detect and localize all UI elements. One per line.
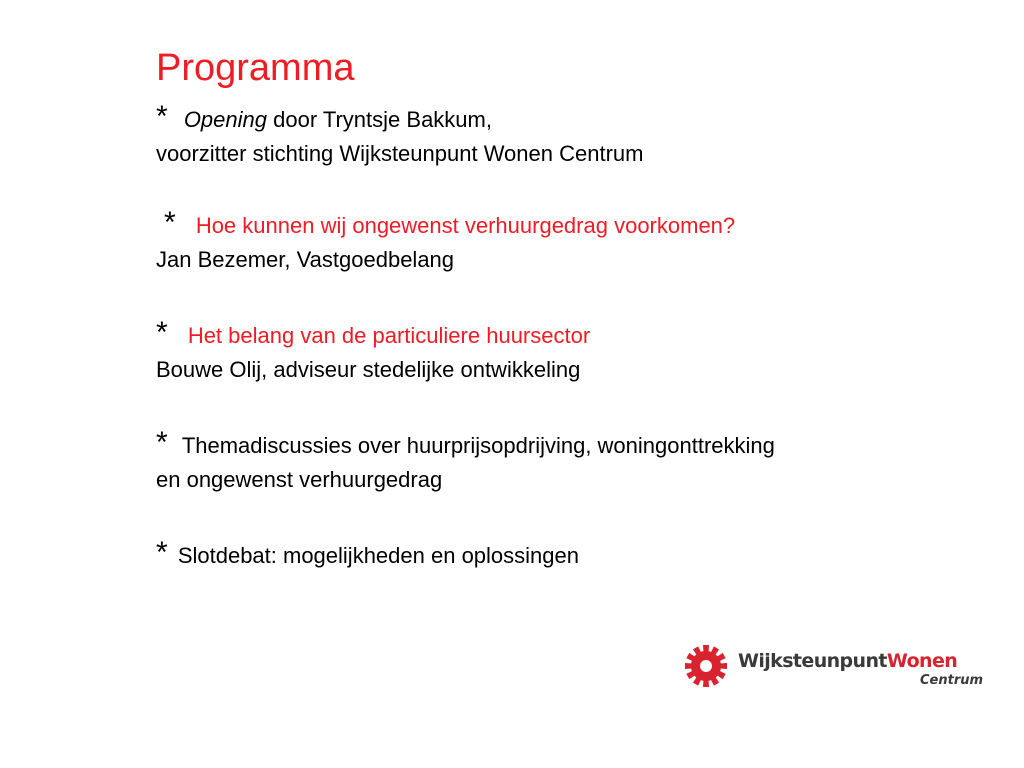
item-topic: Slotdebat: mogelijkheden en oplossingen <box>177 543 579 568</box>
logo-wordmark <box>738 650 957 672</box>
item-speaker: Bouwe Olij, adviseur stedelijke ontwikkeling <box>156 357 581 382</box>
bullet-star: * <box>164 206 176 239</box>
logo-name-part2: Wonen <box>886 650 958 672</box>
bullet-star: * <box>156 100 168 133</box>
program-item-opening <box>156 100 643 171</box>
sun-burst-icon <box>682 644 732 692</box>
item-topic: Het belang van de particuliere huursector <box>187 323 591 348</box>
item-subline: voorzitter stichting Wijksteunpunt Wonen Centrum <box>156 141 644 166</box>
program-item-themadiscussies <box>156 426 775 497</box>
logo-subtitle: Centrum <box>920 673 984 688</box>
item-topic: Themadiscussies over huurprijsopdrijving, woningonttrekking <box>181 433 775 458</box>
item-speaker: Jan Bezemer, Vastgoedbelang <box>156 247 455 272</box>
item-topic-continued: en ongewenst verhuurgedrag <box>156 467 443 492</box>
item-text: door Tryntsje Bakkum, <box>267 107 492 132</box>
program-item-verhuurgedrag <box>156 206 735 277</box>
bullet-star: * <box>156 316 168 349</box>
bullet-star: * <box>156 536 168 569</box>
item-topic: Hoe kunnen wij ongewenst verhuurgedrag voorkomen? <box>195 213 736 238</box>
program-item-huursector <box>156 316 590 387</box>
logo-name-part1: Wijksteunpunt <box>738 650 887 672</box>
item-emphasis: Opening <box>183 107 267 132</box>
program-item-slotdebat <box>156 536 579 573</box>
wijksteunpunt-logo <box>682 644 982 692</box>
bullet-star: * <box>156 426 168 459</box>
slide-title: Programma <box>156 47 355 89</box>
